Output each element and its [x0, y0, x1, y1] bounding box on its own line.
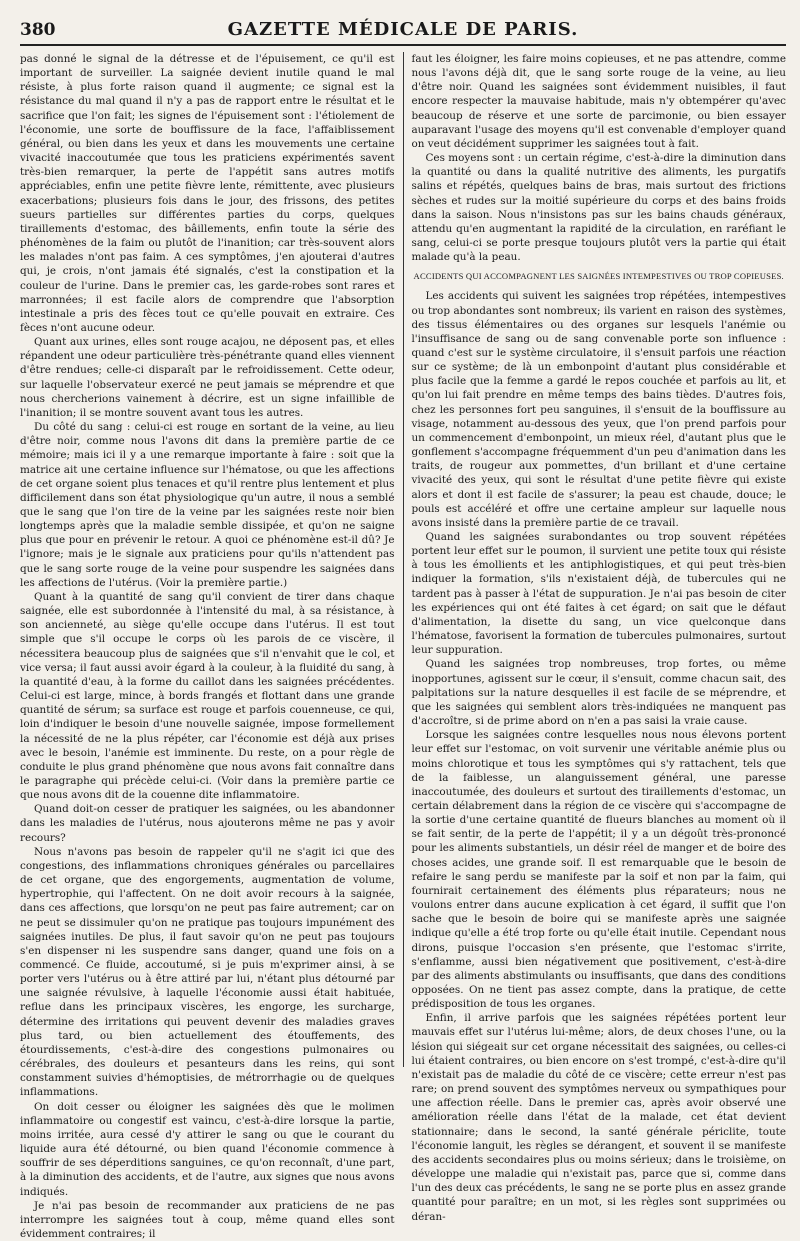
paragraph: Les accidents qui suivent les saignées trop répétées, intempestives ou trop abondantes sont nombreux; ils varient en raison des systèmes, des tissus élémentaires ou des organes sur lesquels l'anémie ou l'insuffisance de sang ou de sang convenable porte son influence : quand c'est sur le système circulatoire, il s'ensuit parfois une réaction sur ce système; de là un embonpoint d'autant plus considérable et plus facile que la femme a gardé le repos couchée et parfois au lit, et qu'on lui fait prendre en même temps des bains tièdes. D'autres fois, chez les personnes fort peu sanguines, il s'ensuit de la bouffissure au visage, notamment au-dessous des yeux, que l'on prend parfois pour un commencement d'embonpoint, un mieux réel, d'autant plus que le gonflement s'accompagne fréquemment d'un peu d'animation dans les traits, de rougeur aux pommettes, d'un brillant et d'une certaine vivacité des yeux, qui sont le résultat d'une petite fièvre qui existe alors et dont il est facile de s'assurer; la peau est chaude, douce; le pouls est accéléré et offre une certaine ampleur sur laquelle nous avons insisté dans la première partie de ce travail. [411, 290, 786, 529]
right-column [411, 52, 786, 1223]
paragraph: Du côté du sang : celui-ci est rouge en sortant de la veine, au lieu d'être noir, comme nous l'avons dit dans la première partie de ce mémoire; mais ici il y a une remarque importante à faire : soit que la matrice ait une certaine influence sur l'hématose, ou que les affections de cet organe soient plus tenaces et qu'il rentre plus lentement et plus difficilement dans son état physiologique qu'un autre, il nous a semblé que le sang que l'on tire de la veine par les saignées reste noir bien longtemps après que la maladie semble dissipée, et qu'on ne saigne plus que pour en prévenir le retour. A quoi ce phénomène est-il dû? Je l'ignore; mais je le signale aux praticiens pour qu'ils n'attendent pas que le sang sorte rouge de la veine pour suspendre les saignées dans les affections de l'utérus. (Voir la première partie.) [20, 421, 395, 589]
paragraph: On doit cesser ou éloigner les saignées dès que le molimen inflammatoire ou congestif est vaincu, c'est-à-dire lorsque la partie, moins irritée, aura cessé d'y attirer le sang ou que le courant du liquide aura été détourné, ou bien quand l'économie commence à souffrir de ses déperditions sanguines, ce qu'on reconnaît, d'une part, à la diminution des accidents, et de l'autre, aux signes que nous avons indiqués. [20, 1100, 395, 1198]
paragraph: Quant aux urines, elles sont rouge acajou, ne déposent pas, et elles répandent une odeur particulière très-pénétrante quand elles viennent d'être rendues; celle-ci disparaît par le refroidissement. Cette odeur, sur laquelle l'observateur exercé ne peut jamais se méprendre et que nous chercherions vainement à décrire, est un signe infaillible de l'inanition; il se montre souvent avant tous les autres. [20, 336, 395, 419]
paragraph: Ces moyens sont : un certain régime, c'est-à-dire la diminution dans la quantité ou dans la qualité nutritive des aliments, les purgatifs salins et répétés, quelques bains de bras, mais surtout des frictions sèches et rudes sur la moitié supérieure du corps et des bains froids dans la saison. Nous n'insistons pas sur les bains chauds généraux, attendu qu'en augmentant la rapidité de la circulation, en raréfiant le sang, celui-ci se porte presque toujours plutôt vers la partie qui était malade qu'à la peau. [411, 152, 786, 264]
page-number: 380 [20, 20, 56, 40]
column-divider [403, 52, 404, 1067]
page-header [20, 18, 786, 46]
paragraph: Nous n'avons pas besoin de rappeler qu'il ne s'agit ici que des congestions, des inflammations chroniques générales ou parcellaires de cet organe, que des engorgements, augmentation de volume, hypertrophie, qui l'affectent. On ne doit avoir recours à la saignée, dans ces affections, que lorsqu'on ne peut pas faire autrement; car on ne peut se dissimuler qu'on ne pratique pas toujours impunément des saignées inutiles. De plus, il faut savoir qu'on ne peut pas toujours s'en dispenser ni les suspendre sans danger, quand une fois on a commencé. Ce fluide, accoutumé, si je puis m'exprimer ainsi, à se porter vers l'utérus ou à être attiré par lui, n'étant plus détourné par une saignée révulsive, à laquelle l'économie aussi était habituée, reflue dans les principaux viscères, les engorge, les surcharge, détermine des irritations qui peuvent devenir des maladies graves plus tard, ou bien actuellement des étouffements, des étourdissements, c'est-à-dire des congestions pulmonaires ou cérébrales, des douleurs et pesanteurs dans les reins, qui sont constamment suivies d'hémoptisies, de métrorrhagie ou de quelques inflammations. [20, 845, 395, 1099]
paragraph: pas donné le signal de la détresse et de l'épuisement, ce qu'il est important de surveiller. La saignée devient inutile quand le mal résiste, à plus forte raison quand il augmente; ce signal est la résistance du mal quand il n'y a pas de rapport entre le résultat et le sacrifice que l'on fait; les signes de l'épuisement sont : l'étiolement de l'économie, une sorte de bouffissure de la face, l'affaiblissement général, ou bien dans les yeux et dans les mouvements une certaine vivacité inaccoutumée que tous les praticiens expérimentés savent très-bien remarquer, la perte de l'appétit sans autres motifs appréciables, enfin une petite fièvre lente, rémittente, avec plusieurs exacerbations; plusieurs fois dans le jour, des frissons, des petites sueurs partielles sur différentes parties du corps, quelques tiraillements d'estomac, des bâillements, enfin toute la série des phénomènes de la faim ou plutôt de l'inanition; car très-souvent alors les malades n'ont pas faim. A ces symptômes, j'en ajouterai d'autres qui, je crois, n'ont jamais été signalés, c'est la constipation et la couleur de l'urine. Dans le premier cas, les garde-robes sont rares et marronnées; il est facile alors de comprendre que l'absorption intestinale a pris des fèces tout ce qu'elle pouvait en extraire. Ces fèces n'ont aucune odeur. [20, 53, 395, 334]
section-heading: ACCIDENTS QUI ACCOMPAGNENT LES SAIGNÉES INTEMPESTIVES OU TROP COPIEUSES. [413, 271, 784, 282]
paragraph: Enfin, il arrive parfois que les saignées répétées portent leur mauvais effet sur l'utérus lui-même; alors, de deux choses l'une, ou la lésion qui siégeait sur cet organe nécessitait des saignées, ou celles-ci lui étaient contraires, ou bien encore on s'est trompé, c'est-à-dire qu'il n'existait pas de maladie du côté de ce viscère; cette erreur n'est pas rare; on prend souvent des symptômes nerveux ou sympathiques pour une affection réelle. Dans le premier cas, après avoir observé une amélioration réelle dans l'état de la malade, cet état devient stationnaire; dans le second, la santé générale périclite, toute l'économie languit, les règles se dérangent, et souvent il se manifeste des accidents secondaires plus ou moins sérieux; dans le troisième, on développe une maladie qui n'existait pas, parce que si, comme dans l'un des deux cas précédents, le sang ne se porte plus en assez grande quantité pour paraître; en un mot, si les règles sont supprimées ou déran- [411, 1012, 786, 1223]
paragraph: Quant à la quantité de sang qu'il convient de tirer dans chaque saignée, elle est subordonnée à l'intensité du mal, à sa résistance, à son ancienneté, au siège qu'elle occupe dans l'utérus. Il est tout simple que s'il occupe le corps où les parois de ce viscère, il nécessitera beaucoup plus de saignées que s'il n'envahit que le col, et vice versa; il faut aussi avoir égard à la couleur, à la fluidité du sang, à la quantité d'eau, à la forme du caillot dans les saignées précédentes. Celui-ci est large, mince, à bords frangés et flottant dans une grande quantité de sérum; sa surface est rouge et parfois couenneuse, ce qui, loin d'indiquer le besoin d'une nouvelle saignée, impose formellement la nécessité de ne la plus répéter, car l'économie est déjà aux prises avec le besoin, l'anémie est imminente. Du reste, on a pour règle de conduite le plus grand phénomène que nous avons fait connaître dans le paragraphe qui précède celui-ci. (Voir dans la première partie ce que nous avons dit de la couenne dite inflammatoire. [20, 590, 395, 802]
paragraph: Lorsque les saignées contre lesquelles nous nous élevons portent leur effet sur l'estomac, on voit survenir une véritable anémie plus ou moins chlorotique et tous les symptômes qui s'y rattachent, tels que de la faiblesse, un alanguissement général, une paresse inaccoutumée, des douleurs et surtout des tiraillements d'estomac, un certain délabrement dans la région de ce viscère qui s'accompagne de la sortie d'une certaine quantité de flueurs blanches au moment où il se fait sentir, de la perte de l'appétit; il y a un dégoût très-prononcé pour les aliments substantiels, un désir réel de manger et de boire des choses acides, une grande soif. Il est remarquable que le besoin de refaire le sang perdu se manifeste par la soif et non par la faim, qui fournirait certainement des éléments plus réparateurs; nous ne voulons entrer dans aucune explication à cet égard, il suffit que l'on sache que le besoin de boire qui se manifeste après une saignée indique qu'elle a été trop forte ou qu'elle était inutile. Cependant nous dirons, puisque l'occasion s'en présente, que l'estomac s'irrite, s'enflamme, aussi bien négativement que positivement, c'est-à-dire par des aliments abstimulants ou insuffisants, que dans des conditions opposées. On ne tient pas assez compte, dans la pratique, de cette prédisposition de tous les organes. [411, 729, 786, 1011]
paragraph: faut les éloigner, les faire moins copieuses, et ne pas attendre, comme nous l'avons déjà dit, que le sang sorte rouge de la veine, au lieu d'être noir. Quand les saignées sont évidemment nuisibles, il faut encore respecter la mauvaise habitude, mais n'y obtempérer qu'avec beaucoup de réserve et une sorte de parcimonie, ou bien essayer auparavant l'usage des moyens qu'il est convenable d'employer quand on veut décidément supprimer les saignées tout à fait. [411, 53, 786, 150]
journal-title: GAZETTE MÉDICALE DE PARIS. [227, 19, 579, 40]
paragraph: Quand doit-on cesser de pratiquer les saignées, ou les abandonner dans les maladies de l'utérus, nous ajouterons même ne pas y avoir recours? [20, 803, 395, 844]
text-columns [20, 52, 786, 1240]
paragraph: Quand les saignées trop nombreuses, trop fortes, ou même inopportunes, agissent sur le cœur, il s'ensuit, comme chacun sait, des palpitations sur la nature desquelles il est facile de se méprendre, et que les saignées qui semblent alors très-indiquées ne manquent pas d'accroître, si de prime abord on n'en a pas saisi la vraie cause. [411, 658, 786, 728]
paragraph: Je n'ai pas besoin de recommander aux praticiens de ne pas interrompre les saignées tout à coup, même quand elles sont évidemment contraires; il [20, 1199, 395, 1240]
paragraph: Quand les saignées surabondantes ou trop souvent répétées portent leur effet sur le poumon, il survient une petite toux qui résiste à tous les émollients et les antiphlogistiques, et qui peut très-bien indiquer la formation, s'ils n'existaient déjà, de tubercules qui ne tardent pas à passer à l'état de suppuration. Je n'ai pas besoin de citer les expériences qui ont été faites à cet égard; on sait que le défaut d'alimentation, la disette du sang, un vice quelconque dans l'hématose, favorisent la formation de tubercules pulmonaires, surtout leur suppuration. [411, 531, 786, 657]
left-column [20, 52, 395, 1240]
